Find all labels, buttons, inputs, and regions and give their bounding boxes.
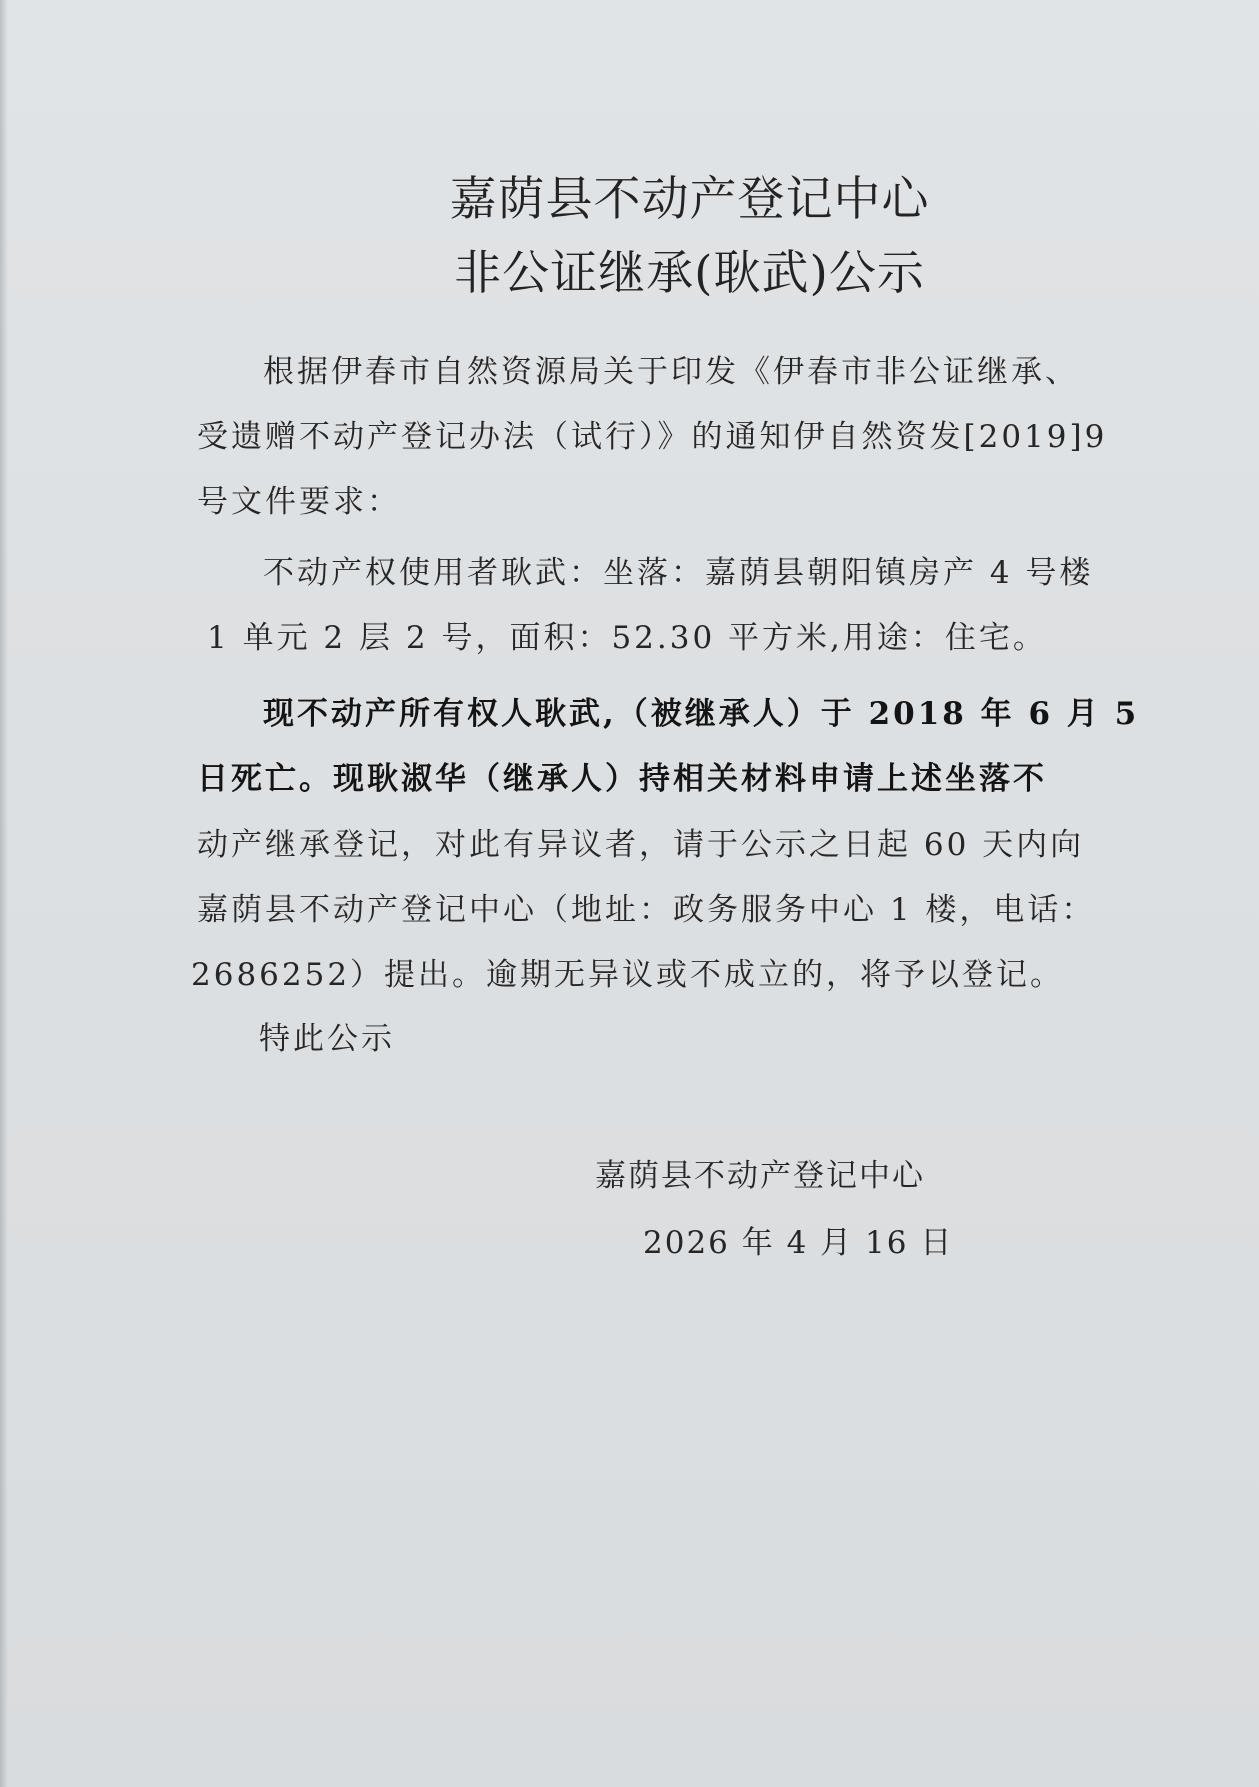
- document-title-line-2: 非公证继承(耿武)公示: [454, 246, 925, 301]
- body-line-7: 日死亡。现耿淑华（继承人）持相关材料申请上述坐落不: [197, 761, 1047, 797]
- body-line-1: 根据伊春市自然资源局关于印发《伊春市非公证继承、: [263, 354, 1079, 390]
- body-line-9: 嘉荫县不动产登记中心（地址：政务服务中心 1 楼，电话：: [197, 892, 1096, 928]
- document-title-line-1: 嘉荫县不动产登记中心: [449, 172, 930, 227]
- body-line-6: 现不动产所有权人耿武,（被继承人）于 2018 年 6 月 5: [263, 696, 1140, 732]
- body-line-5: 1 单元 2 层 2 号，面积：52.30 平方米,用途：住宅。: [207, 620, 1047, 656]
- closing-line: 特此公示: [259, 1021, 395, 1057]
- body-line-2: 受遗赠不动产登记办法（试行）》的通知伊自然资发[2019]9: [197, 419, 1108, 455]
- body-line-10: 2686252）提出。逾期无异议或不成立的，将予以登记。: [191, 957, 1065, 993]
- signature-date: 2026 年 4 月 16 日: [643, 1225, 954, 1261]
- body-line-8: 动产继承登记，对此有异议者，请于公示之日起 60 天内向: [197, 827, 1085, 863]
- body-line-3: 号文件要求：: [197, 484, 401, 520]
- scan-edge-shadow: [0, 0, 8, 1787]
- signature-organization: 嘉荫县不动产登记中心: [595, 1158, 925, 1194]
- body-line-4: 不动产权使用者耿武：坐落：嘉荫县朝阳镇房产 4 号楼: [263, 555, 1094, 591]
